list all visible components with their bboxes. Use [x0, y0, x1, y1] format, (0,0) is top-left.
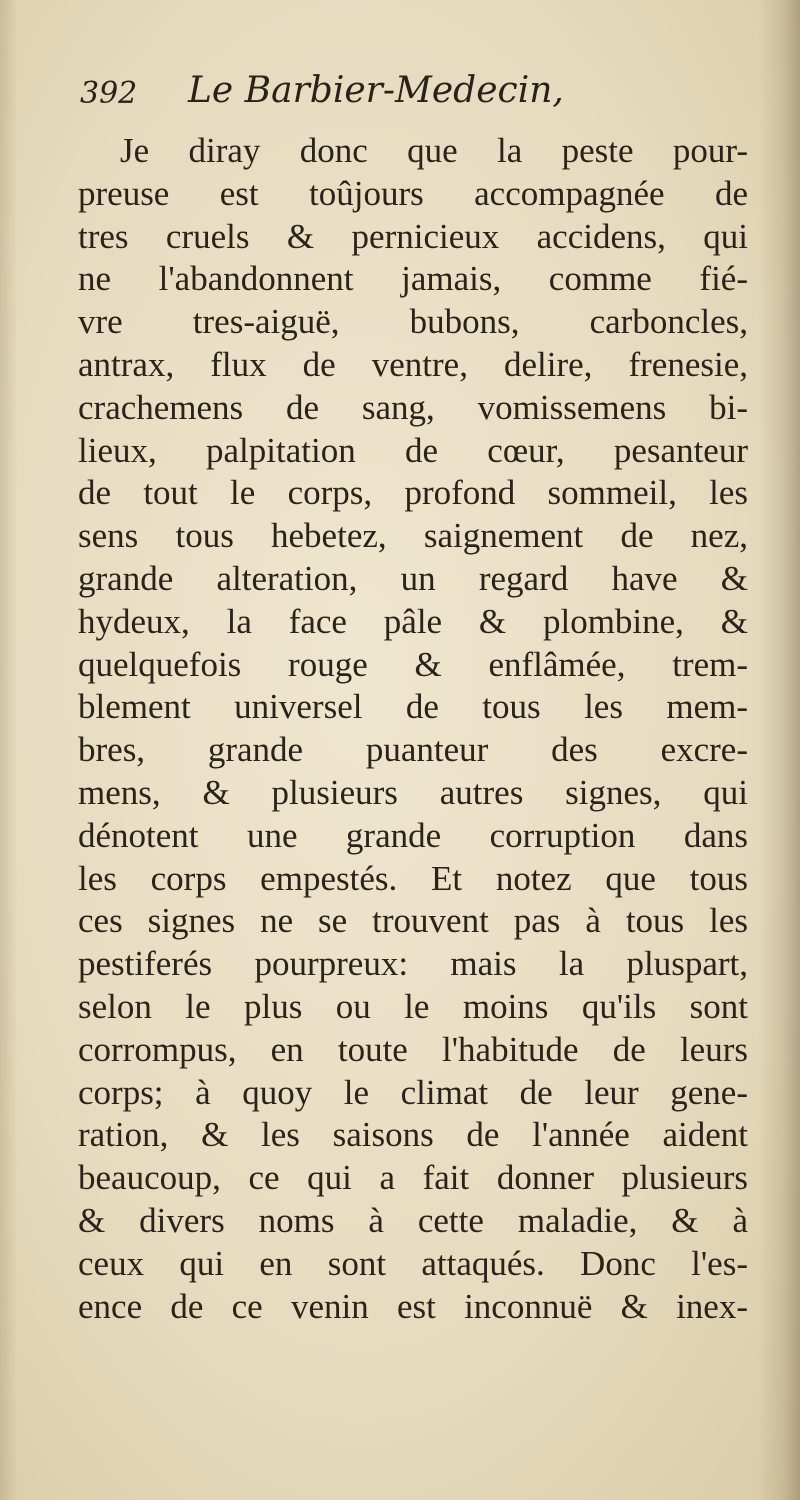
text-line: ence de ce venin est inconnuë & inex-: [78, 1286, 748, 1326]
text-line: corrompus, en toute l'habitude de leurs: [78, 1029, 748, 1069]
text-line: hydeux, la face pâle & plombine, &: [78, 601, 748, 641]
text-line: preuse est toûjours accompagnée de: [78, 173, 748, 213]
body-text: [78, 130, 748, 1328]
text-line: dénotent une grande corruption dans: [78, 815, 748, 855]
text-line: de tout le corps, profond sommeil, les: [78, 473, 748, 513]
page-left-edge: [0, 0, 18, 1500]
text-line: blement universel de tous les mem-: [78, 687, 748, 727]
text-line: ration, & les saisons de l'année aident: [78, 1115, 748, 1155]
text-line: lieux, palpitation de cœur, pesanteur: [78, 430, 748, 470]
text-line: ces signes ne se trouvent pas à tous les: [78, 901, 748, 941]
text-line: antrax, flux de ventre, delire, frenesie,: [78, 344, 748, 384]
text-line: sens tous hebetez, saignement de nez,: [78, 516, 748, 556]
running-title: Le Barbier-Medecin,: [188, 70, 564, 111]
text-line: vre tres-aiguë, bubons, carboncles,: [78, 302, 748, 342]
text-line: mens, & plusieurs autres signes, qui: [78, 772, 748, 812]
text-line: quelquefois rouge & enflâmée, trem-: [78, 644, 748, 684]
text-line: ceux qui en sont attaqués. Donc l'es-: [78, 1243, 748, 1283]
text-line: corps; à quoy le climat de leur gene-: [78, 1072, 748, 1112]
text-line: les corps empestés. Et notez que tous: [78, 858, 748, 898]
text-line: crachemens de sang, vomissemens bi-: [78, 387, 748, 427]
page-number: 392: [80, 76, 138, 111]
text-line: selon le plus ou le moins qu'ils sont: [78, 986, 748, 1026]
text-line: grande alteration, un regard have &: [78, 558, 748, 598]
text-line: pestiferés pourpreux: mais la pluspart,: [78, 944, 748, 984]
text-line: Je diray donc que la peste pour-: [120, 131, 748, 170]
text-line: & divers noms à cette maladie, & à: [78, 1200, 748, 1240]
text-line: bres, grande puanteur des excre-: [78, 730, 748, 770]
gutter-shadow: [758, 0, 800, 1500]
text-line: ne l'abandonnent jamais, comme fié-: [78, 259, 748, 299]
text-line: tres cruels & pernicieux accidens, qui: [78, 216, 748, 256]
text-line: beaucoup, ce qui a fait donner plusieurs: [78, 1158, 748, 1198]
